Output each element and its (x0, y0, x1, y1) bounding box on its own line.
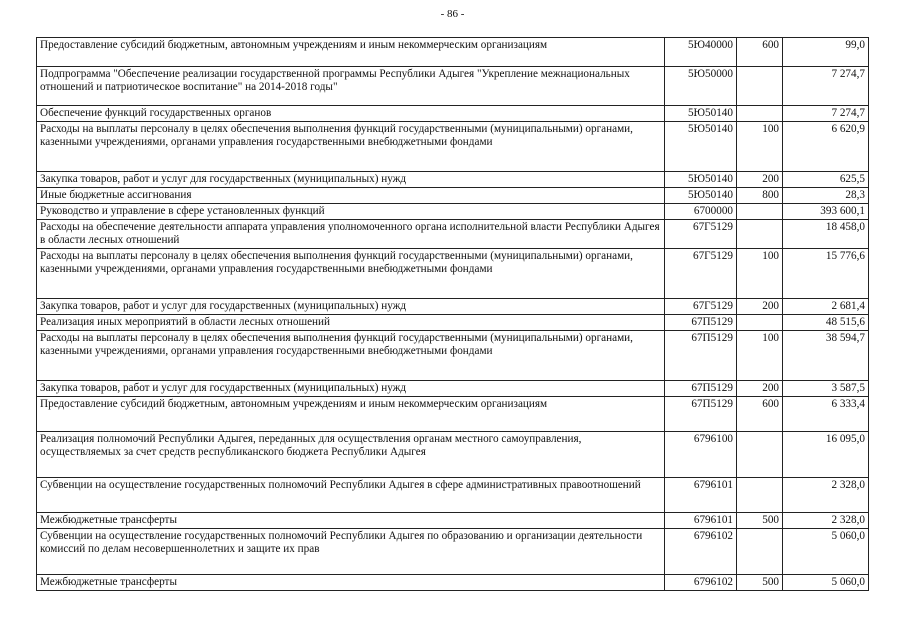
budget-table (36, 37, 869, 591)
row-amount: 16 095,0 (783, 432, 869, 478)
row-expense-type: 100 (737, 331, 783, 381)
table-row (37, 220, 869, 249)
table-row (37, 331, 869, 381)
row-name: Расходы на выплаты персоналу в целях обеспечения выполнения функций государственными (муниципальными) органами, казенными учреждениями, органами управления государственными внебюджетными фондами (37, 331, 665, 381)
row-expense-type: 200 (737, 172, 783, 188)
table-row (37, 67, 869, 106)
row-code: 67П5129 (665, 315, 737, 331)
row-name: Реализация иных мероприятий в области лесных отношений (37, 315, 665, 331)
row-expense-type: 100 (737, 122, 783, 172)
row-amount: 3 587,5 (783, 381, 869, 397)
table-row (37, 432, 869, 478)
table-row (37, 106, 869, 122)
row-code: 5Ю50140 (665, 122, 737, 172)
row-amount: 28,3 (783, 188, 869, 204)
table-row (37, 381, 869, 397)
row-amount: 2 328,0 (783, 478, 869, 513)
row-amount: 15 776,6 (783, 249, 869, 299)
budget-table-body (37, 38, 869, 591)
row-code: 6796102 (665, 529, 737, 575)
row-code: 67Г5129 (665, 299, 737, 315)
row-code: 6796101 (665, 478, 737, 513)
page-number: - 86 - (440, 8, 465, 20)
row-expense-type: 800 (737, 188, 783, 204)
row-name: Субвенции на осуществление государственных полномочий Республики Адыгея по образованию и организации деятельности комиссий по делам несовершеннолетних и защите их прав (37, 529, 665, 575)
table-row (37, 172, 869, 188)
table-row (37, 575, 869, 591)
table-row (37, 397, 869, 432)
row-code: 6796101 (665, 513, 737, 529)
row-amount: 625,5 (783, 172, 869, 188)
row-expense-type: 600 (737, 397, 783, 432)
row-name: Межбюджетные трансферты (37, 575, 665, 591)
row-code: 67Г5129 (665, 220, 737, 249)
row-name: Закупка товаров, работ и услуг для государственных (муниципальных) нужд (37, 381, 665, 397)
row-name: Расходы на выплаты персоналу в целях обеспечения выполнения функций государственными (муниципальными) органами, казенными учреждениями, органами управления государственными внебюджетными фондами (37, 122, 665, 172)
row-name: Реализация полномочий Республики Адыгея, переданных для осуществления органам местного самоуправления, осуществляемых за счет средств республиканского бюджета Республики Адыгея (37, 432, 665, 478)
row-amount: 5 060,0 (783, 529, 869, 575)
table-row (37, 38, 869, 67)
table-row (37, 529, 869, 575)
row-expense-type: 100 (737, 249, 783, 299)
row-code: 67П5129 (665, 381, 737, 397)
row-amount: 6 620,9 (783, 122, 869, 172)
row-name: Закупка товаров, работ и услуг для государственных (муниципальных) нужд (37, 299, 665, 315)
table-row (37, 478, 869, 513)
row-name: Субвенции на осуществление государственных полномочий Республики Адыгея в сфере административных правоотношений (37, 478, 665, 513)
row-code: 67П5129 (665, 331, 737, 381)
row-name: Обеспечение функций государственных органов (37, 106, 665, 122)
row-name: Межбюджетные трансферты (37, 513, 665, 529)
row-amount: 5 060,0 (783, 575, 869, 591)
row-expense-type (737, 204, 783, 220)
row-expense-type (737, 315, 783, 331)
table-row (37, 513, 869, 529)
row-expense-type: 500 (737, 575, 783, 591)
row-amount: 2 681,4 (783, 299, 869, 315)
row-name: Иные бюджетные ассигнования (37, 188, 665, 204)
row-expense-type: 200 (737, 381, 783, 397)
row-name: Закупка товаров, работ и услуг для государственных (муниципальных) нужд (37, 172, 665, 188)
row-name: Подпрограмма "Обеспечение реализации государственной программы Республики Адыгея "Укрепление межнациональных отношений и патриотическое воспитание" на 2014-2018 годы" (37, 67, 665, 106)
row-code: 5Ю50140 (665, 172, 737, 188)
row-code: 5Ю50140 (665, 188, 737, 204)
row-name: Расходы на обеспечение деятельности аппарата управления уполномоченного органа исполнительной власти Республики Адыгея в области лесных отношений (37, 220, 665, 249)
table-row (37, 188, 869, 204)
table-row (37, 315, 869, 331)
row-name: Предоставление субсидий бюджетным, автономным учреждениям и иным некоммерческим организациям (37, 38, 665, 67)
row-amount: 99,0 (783, 38, 869, 67)
row-code: 67П5129 (665, 397, 737, 432)
table-row (37, 122, 869, 172)
row-expense-type (737, 220, 783, 249)
row-code: 5Ю50000 (665, 67, 737, 106)
row-amount: 2 328,0 (783, 513, 869, 529)
row-amount: 393 600,1 (783, 204, 869, 220)
row-name: Расходы на выплаты персоналу в целях обеспечения выполнения функций государственными (муниципальными) органами, казенными учреждениями, органами управления государственными внебюджетными фондами (37, 249, 665, 299)
table-row (37, 249, 869, 299)
row-code: 67Г5129 (665, 249, 737, 299)
row-amount: 18 458,0 (783, 220, 869, 249)
row-amount: 7 274,7 (783, 67, 869, 106)
row-expense-type (737, 529, 783, 575)
row-code: 6796102 (665, 575, 737, 591)
row-expense-type (737, 67, 783, 106)
row-code: 6700000 (665, 204, 737, 220)
row-name: Руководство и управление в сфере установленных функций (37, 204, 665, 220)
row-name: Предоставление субсидий бюджетным, автономным учреждениям и иным некоммерческим организациям (37, 397, 665, 432)
row-expense-type: 200 (737, 299, 783, 315)
row-expense-type (737, 106, 783, 122)
row-amount: 38 594,7 (783, 331, 869, 381)
row-amount: 48 515,6 (783, 315, 869, 331)
row-code: 5Ю50140 (665, 106, 737, 122)
row-code: 5Ю40000 (665, 38, 737, 67)
row-expense-type (737, 478, 783, 513)
row-expense-type: 500 (737, 513, 783, 529)
table-row (37, 299, 869, 315)
row-amount: 7 274,7 (783, 106, 869, 122)
row-code: 6796100 (665, 432, 737, 478)
row-amount: 6 333,4 (783, 397, 869, 432)
table-row (37, 204, 869, 220)
row-expense-type (737, 432, 783, 478)
row-expense-type: 600 (737, 38, 783, 67)
